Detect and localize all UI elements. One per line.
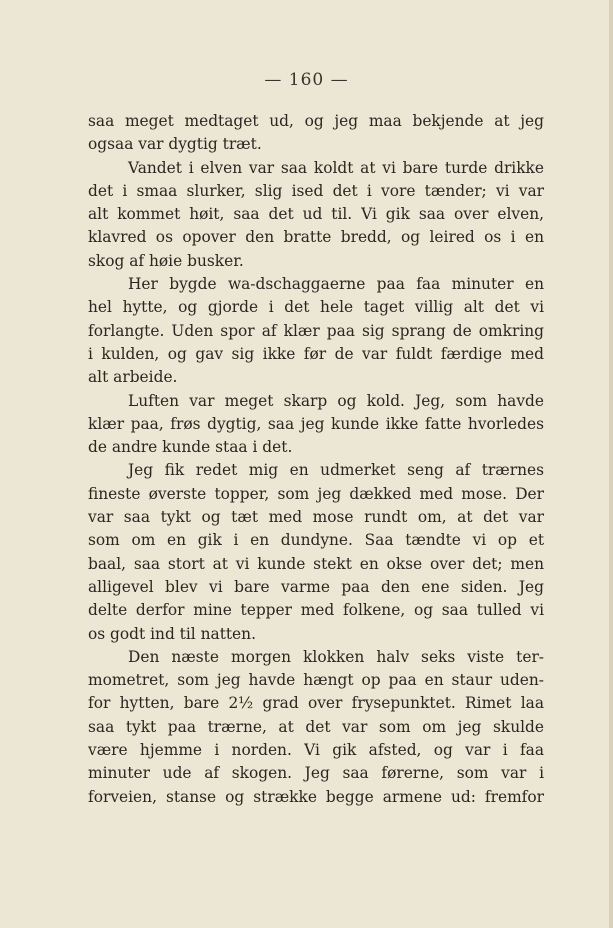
text-line: Luften var meget skarp og kold. Jeg, som havde — [128, 391, 544, 410]
text-line: skog af høie busker. — [88, 251, 244, 270]
text-line: Her bygde wa-dschaggaerne paa faa minuter en — [128, 275, 544, 294]
text-line: baal, saa stort at vi kunde stekt en okse over det; men — [88, 554, 544, 573]
text-line: Vandet i elven var saa koldt at vi bare turde drikke — [128, 158, 544, 177]
text-line: mometret, som jeg havde hængt op paa en staur uden- — [88, 671, 544, 690]
text-line: var saa tykt og tæt med mose rundt om, at det var — [88, 508, 544, 527]
text-line: som om en gik i en dundyne. Saa tændte vi op et — [88, 531, 544, 550]
text-line: forveien, stanse og strække begge armene ud: fremfor — [88, 787, 544, 806]
text-line: ogsaa var dygtig træt. — [88, 135, 262, 154]
text-line: os godt ind til natten. — [88, 624, 256, 643]
text-line: alligevel blev vi bare varme paa den ene siden. Jeg — [88, 577, 544, 596]
text-line: Den næste morgen klokken halv seks viste ter- — [128, 647, 544, 666]
text-line: klær paa, frøs dygtig, saa jeg kunde ikke fatte hvorledes — [88, 414, 544, 433]
text-line: saa tykt paa trærne, at det var som om jeg skulde — [88, 717, 544, 736]
body-text — [88, 110, 544, 809]
text-line: hel hytte, og gjorde i det hele taget villig alt det vi — [88, 298, 544, 317]
text-line: forlangte. Uden spor af klær paa sig sprang de omkring — [88, 321, 544, 340]
text-line: alt arbeide. — [88, 368, 178, 387]
text-line: de andre kunde staa i det. — [88, 438, 293, 457]
text-line: alt kommet høit, saa det ud til. Vi gik saa over elven, — [88, 205, 544, 224]
text-line: Jeg fik redet mig en udmerket seng af trærnes — [128, 461, 544, 480]
text-line: det i smaa slurker, slig ised det i vore tænder; vi var — [88, 181, 544, 200]
text-line: være hjemme i norden. Vi gik afsted, og var i faa — [88, 741, 544, 760]
text-line: delte derfor mine tepper med folkene, og saa tulled vi — [88, 601, 544, 620]
text-line: minuter ude af skogen. Jeg saa førerne, som var i — [88, 764, 544, 783]
page-number: — 160 — — [264, 70, 349, 90]
text-line: i kulden, og gav sig ikke før de var fuldt færdige med — [88, 344, 544, 363]
text-line: saa meget medtaget ud, og jeg maa bekjende at jeg — [88, 112, 544, 130]
text-line: for hytten, bare 2½ grad over frysepunktet. Rimet laa — [88, 694, 544, 713]
text-line: fineste øverste topper, som jeg dækked med mose. Der — [88, 484, 544, 503]
text-line: klavred os opover den bratte bredd, og leired os i en — [88, 228, 544, 247]
page-edge — [609, 0, 613, 928]
